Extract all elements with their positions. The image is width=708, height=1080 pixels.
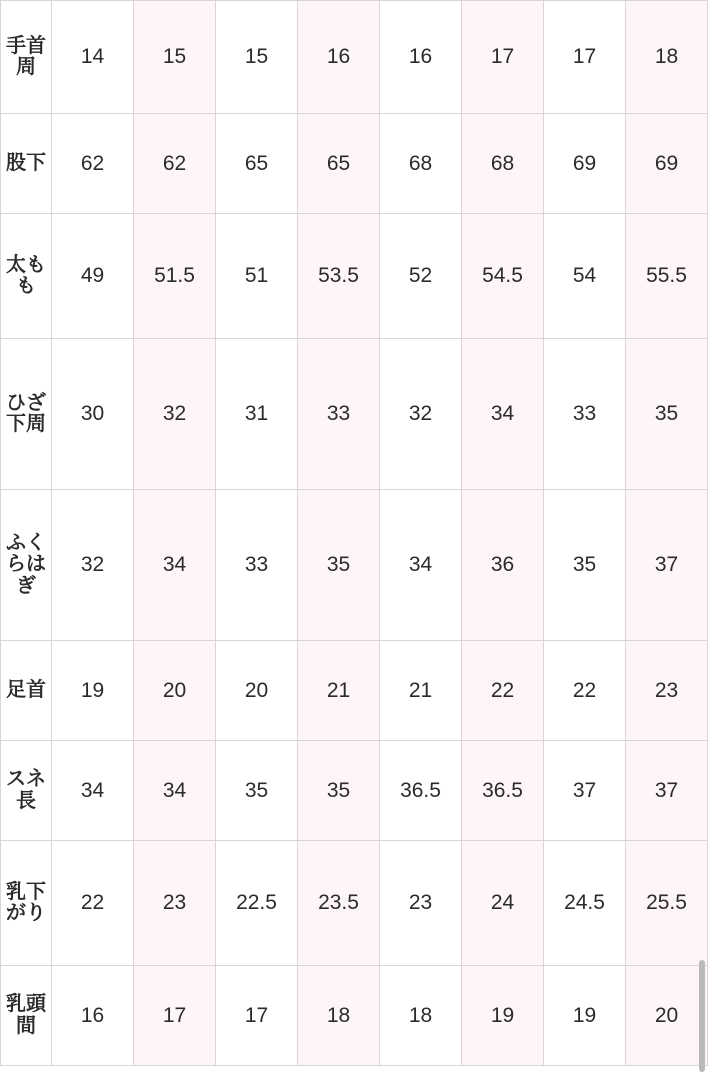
row-label: 太もも [1,214,52,339]
table-cell: 19 [462,966,544,1066]
table-cell: 21 [380,641,462,741]
row-label: ふくらはぎ [1,490,52,641]
table-cell: 52 [380,214,462,339]
table-cell: 22 [544,641,626,741]
table-cell: 31 [216,339,298,490]
row-label: 足首 [1,641,52,741]
table-cell: 34 [380,490,462,641]
table-cell: 23 [626,641,708,741]
table-cell: 18 [380,966,462,1066]
table-cell: 15 [134,1,216,114]
row-label: 乳頭間 [1,966,52,1066]
table-row [1,114,708,214]
table-cell: 35 [544,490,626,641]
table-cell: 18 [298,966,380,1066]
table-cell: 23 [134,841,216,966]
table-row [1,966,708,1066]
table-row [1,339,708,490]
table-cell: 30 [52,339,134,490]
table-cell: 17 [544,1,626,114]
table-cell: 16 [380,1,462,114]
table-row [1,1,708,114]
table-cell: 14 [52,1,134,114]
table-cell: 32 [380,339,462,490]
table-row [1,641,708,741]
table-cell: 19 [544,966,626,1066]
table-cell: 33 [216,490,298,641]
table-cell: 17 [134,966,216,1066]
table-cell: 34 [462,339,544,490]
table-cell: 35 [298,741,380,841]
vertical-scrollbar[interactable] [699,960,705,1072]
table-cell: 36.5 [462,741,544,841]
table-cell: 35 [626,339,708,490]
table-cell: 34 [134,741,216,841]
table-cell: 34 [134,490,216,641]
table-cell: 36 [462,490,544,641]
table-cell: 16 [298,1,380,114]
table-cell: 21 [298,641,380,741]
table-cell: 49 [52,214,134,339]
table-cell: 55.5 [626,214,708,339]
row-label: 乳下がり [1,841,52,966]
table-cell: 68 [462,114,544,214]
table-cell: 15 [216,1,298,114]
row-label: スネ長 [1,741,52,841]
table-cell: 33 [544,339,626,490]
table-cell: 19 [52,641,134,741]
table-cell: 53.5 [298,214,380,339]
table-cell: 51 [216,214,298,339]
table-cell: 36.5 [380,741,462,841]
table-cell: 24 [462,841,544,966]
table-cell: 33 [298,339,380,490]
table-cell: 51.5 [134,214,216,339]
table-cell: 20 [216,641,298,741]
table-cell: 34 [52,741,134,841]
row-label: ひざ下周 [1,339,52,490]
table-cell: 20 [134,641,216,741]
table-cell: 32 [134,339,216,490]
table-cell: 37 [626,490,708,641]
table-cell: 54.5 [462,214,544,339]
measurement-table-body [1,1,708,1066]
table-cell: 62 [134,114,216,214]
row-label: 股下 [1,114,52,214]
table-cell: 54 [544,214,626,339]
table-row [1,214,708,339]
table-cell: 65 [298,114,380,214]
table-cell: 35 [216,741,298,841]
table-cell: 20 [626,966,708,1066]
table-row [1,741,708,841]
table-cell: 62 [52,114,134,214]
table-cell: 23 [380,841,462,966]
table-row [1,841,708,966]
table-cell: 16 [52,966,134,1066]
table-cell: 69 [544,114,626,214]
table-cell: 65 [216,114,298,214]
table-cell: 22 [52,841,134,966]
table-cell: 22.5 [216,841,298,966]
table-cell: 68 [380,114,462,214]
table-cell: 35 [298,490,380,641]
table-cell: 69 [626,114,708,214]
table-row [1,490,708,641]
table-cell: 17 [216,966,298,1066]
table-cell: 17 [462,1,544,114]
table-cell: 18 [626,1,708,114]
table-cell: 24.5 [544,841,626,966]
table-cell: 22 [462,641,544,741]
row-label: 手首周 [1,1,52,114]
table-cell: 32 [52,490,134,641]
table-cell: 37 [544,741,626,841]
table-cell: 23.5 [298,841,380,966]
table-cell: 37 [626,741,708,841]
table-cell: 25.5 [626,841,708,966]
